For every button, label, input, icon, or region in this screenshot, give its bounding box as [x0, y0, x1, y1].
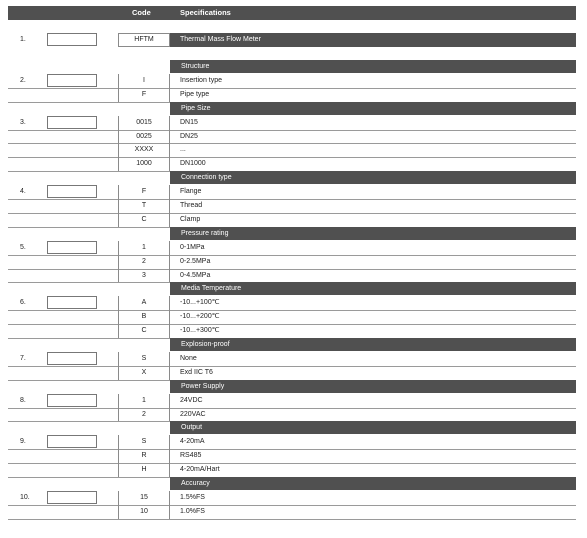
selection-box[interactable] [47, 435, 97, 448]
option-spec: ... [180, 146, 186, 154]
option-spec: 0-1MPa [180, 243, 205, 251]
selection-box[interactable] [47, 74, 97, 87]
item-number: 8. [20, 396, 26, 404]
row-divider [8, 366, 576, 367]
option-spec: None [180, 354, 197, 362]
option-code: H [118, 463, 170, 477]
option-spec: Clamp [180, 215, 201, 223]
row-divider [8, 269, 576, 270]
row-divider [8, 505, 576, 506]
option-spec: Pipe type [180, 90, 210, 98]
specifications-column-header: Specifications [180, 8, 231, 17]
row-divider [8, 463, 576, 464]
section-title-bar [170, 477, 576, 490]
selection-box[interactable] [47, 296, 97, 309]
item-number: 5. [20, 243, 26, 251]
selection-box[interactable] [47, 116, 97, 129]
section-title: Structure [181, 63, 210, 70]
section-title-bar [170, 421, 576, 434]
option-code: 2 [118, 408, 170, 422]
selection-box[interactable] [47, 185, 97, 198]
item-number: 4. [20, 188, 26, 196]
section-title-bar [170, 227, 576, 240]
item-number: 7. [20, 354, 26, 362]
section-title: Power Supply [181, 382, 225, 390]
model-name-cell: Thermal Mass Flow Meter [170, 33, 576, 47]
option-code: F [118, 185, 170, 199]
option-code: 2 [118, 255, 170, 269]
option-code: 0015 [118, 116, 170, 130]
option-spec: 4-20mA/Hart [180, 466, 220, 474]
item-number: 2. [20, 76, 26, 84]
option-code: A [118, 296, 170, 310]
selection-box[interactable] [47, 394, 97, 407]
option-spec: -10...+300℃ [180, 327, 220, 335]
option-code: S [118, 352, 170, 366]
option-code: S [118, 435, 170, 449]
section-title-bar [170, 60, 576, 73]
row-divider [8, 143, 576, 144]
row-divider [8, 213, 576, 214]
selection-box[interactable] [47, 33, 97, 46]
row-divider [8, 324, 576, 325]
code-column-header: Code [132, 8, 151, 17]
row-divider [8, 408, 576, 409]
selection-box[interactable] [47, 241, 97, 254]
section-title-bar [170, 338, 576, 351]
row-divider [8, 157, 576, 158]
option-code: R [118, 449, 170, 463]
row-divider [8, 199, 576, 200]
item-number: 9. [20, 438, 26, 446]
option-code: T [118, 199, 170, 213]
row-divider [8, 449, 576, 450]
option-code: F [118, 88, 170, 102]
selection-box[interactable] [47, 491, 97, 504]
section-title-bar [170, 102, 576, 115]
option-spec: -10...+100℃ [180, 299, 220, 307]
option-code: 10 [118, 505, 170, 519]
option-spec: 220VAC [180, 410, 206, 418]
option-spec: Flange [180, 188, 202, 196]
option-code: 0025 [118, 130, 170, 144]
item-number: 1. [20, 36, 26, 43]
section-title: Pipe Size [181, 104, 211, 112]
option-code: C [118, 213, 170, 227]
section-title-bar [170, 380, 576, 393]
option-spec: 0-2.5MPa [180, 257, 211, 265]
option-spec: DN25 [180, 132, 198, 140]
item-number: 10. [20, 493, 30, 501]
section-title: Accuracy [181, 480, 210, 487]
option-code: X [118, 366, 170, 380]
option-spec: 0-4.5MPa [180, 271, 211, 279]
selection-box[interactable] [47, 352, 97, 365]
option-spec: Thread [180, 202, 203, 209]
item-number: 3. [20, 118, 26, 126]
option-spec: 24VDC [180, 396, 203, 404]
option-code: 1 [118, 241, 170, 255]
option-spec: 4-20mA [180, 438, 205, 446]
option-code: 1000 [118, 157, 170, 171]
option-code: 3 [118, 269, 170, 283]
row-divider [8, 255, 576, 256]
model-code-cell: HFTM [118, 33, 170, 47]
option-code: C [118, 324, 170, 338]
table-header-bar [8, 6, 576, 20]
option-code: XXXX [118, 143, 170, 157]
row-divider [8, 88, 576, 89]
row-divider [8, 310, 576, 311]
option-code: 15 [118, 491, 170, 505]
option-spec: 1.5%FS [180, 493, 205, 501]
option-spec: DN1000 [180, 160, 206, 168]
option-spec: 1.0%FS [180, 507, 205, 515]
option-spec: DN15 [180, 118, 198, 126]
section-title: Media Temperature [181, 285, 242, 293]
section-title: Pressure rating [181, 229, 229, 237]
section-title: Connection type [181, 174, 232, 182]
option-spec: Insertion type [180, 76, 223, 84]
section-title: Explosion-proof [181, 341, 230, 348]
option-code: I [118, 74, 170, 88]
option-spec: Exd IIC T6 [180, 368, 213, 376]
option-code: 1 [118, 394, 170, 408]
section-title: Output [181, 424, 203, 432]
row-divider [8, 519, 576, 520]
option-spec: -10...+200℃ [180, 313, 220, 321]
item-number: 6. [20, 299, 26, 307]
option-spec: RS485 [180, 452, 202, 460]
row-divider [8, 130, 576, 131]
option-code: B [118, 310, 170, 324]
